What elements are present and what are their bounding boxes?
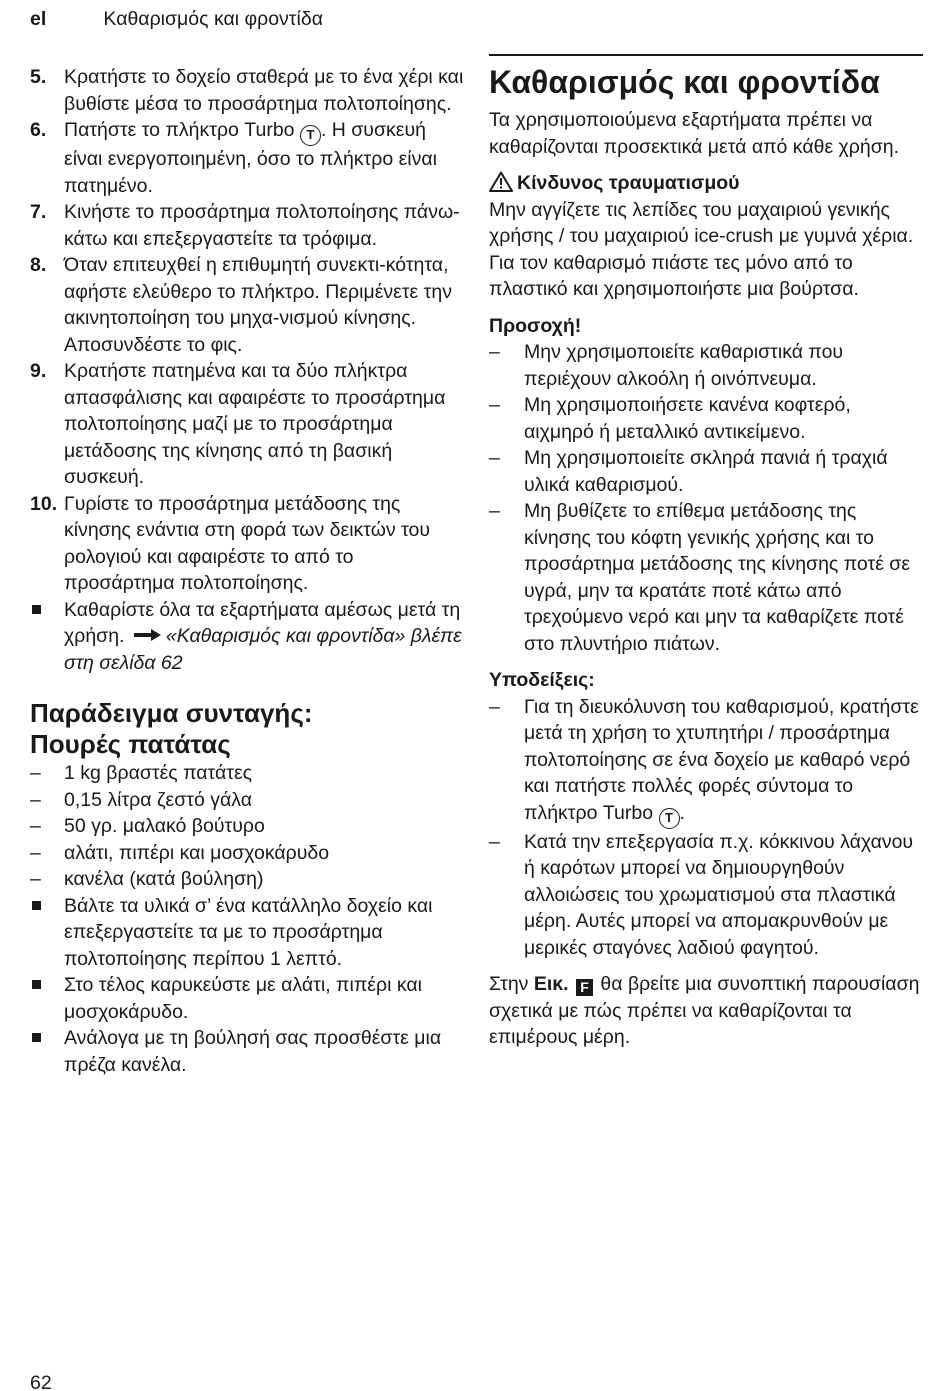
list-item — [489, 694, 923, 829]
list-item — [30, 866, 465, 893]
recipe-title-line-1: Παράδειγμα συνταγής: — [30, 698, 313, 728]
running-title: Καθαρισμός και φροντίδα — [103, 8, 323, 30]
figure-text-before: Στην — [489, 973, 529, 995]
left-column — [30, 64, 465, 1078]
caution-text: Μη βυθίζετε το επίθεμα μετάδοσης της κίνησης του κόφτη γενικής χρήσης και το προσάρτημα μετάδοσης της κίνησης ποτέ σε υγρά, μην τα κρατάτε ποτέ κάτω από τρεχούμενο νερό και μην τα καθαρίζετε ποτέ στο πλυντήριο πιάτων. — [524, 500, 911, 655]
list-item — [489, 392, 923, 445]
step-5 — [30, 64, 465, 117]
square-bullet-icon — [30, 972, 64, 1025]
tip-text-after: . — [679, 801, 685, 824]
bullet-text: Καθαρίστε όλα τα εξαρτήματα αμέσως μετά τη χρήση. — [64, 598, 461, 647]
dash-bullet: – — [30, 788, 41, 811]
caution-text: Μη χρησιμοποιείτε σκληρά πανιά ή τραχιά υλικά καθαρισμού. — [524, 447, 888, 496]
caution-text: Μη χρησιμοποιήσετε κανένα κοφτερό, αιχμηρό ή μεταλλικό αντικείμενο. — [524, 394, 851, 443]
tips-list — [489, 694, 923, 962]
arrow-right-icon — [134, 628, 162, 642]
ingredient-text: 50 γρ. μαλακό βούτυρο — [64, 815, 265, 837]
page-number: 62 — [30, 1372, 52, 1391]
dash-bullet: – — [30, 841, 41, 864]
tip-text: Κατά την επεξεργασία π.χ. κόκκινου λάχανου ή καρότων μπορεί να δημιουργηθούν αλλοιώσεις του χρωματισμού στα πλαστικά μέρη. Αυτές μπορεί να απομακρυνθούν με μερικές σταγόνες λαδιού φαγητού. — [524, 830, 914, 959]
recipe-step-text: Ανάλογα με τη βούλησή σας προσθέστε μια πρέζα κανέλα. — [64, 1027, 442, 1076]
list-item — [30, 893, 465, 973]
dash-bullet: – — [30, 762, 41, 784]
step-8 — [30, 252, 465, 358]
step-text: Γυρίστε το προσάρτημα μετάδοσης της κίνησης ενάντια στη φορά των δεικτών του ρολογιού και αφαιρέστε το από το προσάρτημα πολτοποίησης. — [64, 492, 431, 594]
dash-bullet: – — [489, 394, 500, 416]
ingredient-text: 1 kg βραστές πατάτες — [64, 762, 253, 784]
recipe-steps — [30, 893, 465, 1079]
step-text: Κινήστε το προσάρτημα πολτοποίησης πάνω-κάτω και επεξεργαστείτε τα τρόφιμα. — [64, 201, 460, 250]
list-item — [30, 787, 465, 814]
warning-triangle-icon — [489, 171, 513, 192]
warning-title: Κίνδυνος τραυματισμού — [517, 172, 740, 194]
ingredient-text: κανέλα (κατά βούληση) — [64, 868, 264, 890]
page-header — [30, 6, 323, 33]
step-6 — [30, 117, 465, 199]
step-number: 8. — [30, 254, 47, 276]
step-number: 10. — [30, 492, 58, 515]
dash-bullet: – — [489, 830, 500, 853]
list-item — [30, 840, 465, 867]
caution-text: Μην χρησιμοποιείτε καθαριστικά που περιέχουν αλκοόλη ή οινόπνευμα. — [524, 341, 844, 390]
step-text-before: Πατήστε το πλήκτρο Turbo — [64, 119, 295, 141]
list-item — [489, 445, 923, 498]
figure-text-after: θα βρείτε μια συνοπτική παρουσίαση σχετικά με πώς πρέπει να καθαρίζονται τα επιμέρους μέρη. — [489, 973, 920, 1048]
tips-title: Υποδείξεις: — [489, 669, 595, 691]
ingredient-text: 0,15 λίτρα ζεστό γάλα — [64, 788, 252, 811]
recipe-title-line-2: Πουρές πατάτας — [30, 729, 231, 759]
figure-letter-icon: F — [576, 979, 593, 996]
ingredient-list — [30, 760, 465, 893]
recipe-step-text: Στο τέλος καρυκεύστε με αλάτι, πιπέρι και μοσχοκάρυδο. — [64, 974, 422, 1023]
list-item — [489, 339, 923, 392]
figure-label: Εικ. — [533, 973, 569, 995]
step-number: 6. — [30, 119, 47, 141]
dash-bullet: – — [489, 695, 500, 718]
step-text: Κρατήστε πατημένα και τα δύο πλήκτρα απασφάλισης και αφαιρέστε το προσάρτημα πολτοποίησης μαζί με το προσάρτημα μετάδοσης της κίνησης από τη βασική συσκευή. — [64, 360, 446, 488]
step-text: Κρατήστε το δοχείο σταθερά με το ένα χέρι και βυθίστε μέσα το προσάρτημα πολτοποίησης. — [64, 66, 464, 115]
square-bullet-icon — [30, 597, 64, 677]
dash-bullet: – — [489, 447, 500, 469]
turbo-button-icon: T — [300, 125, 321, 146]
step-number: 5. — [30, 66, 47, 88]
list-item — [489, 498, 923, 657]
warning-paragraph: Μην αγγίζετε τις λεπίδες του μαχαιριού γενικής χρήσης / του μαχαιριού ice-crush με γυμνά χέρια. Για τον καθαρισμό πιάστε τες μόνο από το πλαστικό και χρησιμοποιήστε μια βούρτσα. — [489, 198, 914, 300]
list-item — [30, 813, 465, 840]
caution-title: Προσοχή! — [489, 314, 582, 337]
step-10 — [30, 491, 465, 597]
step-text-after: . Η συσκευή είναι ενεργοποιημένη, όσο το πλήκτρο είναι πατημένο. — [64, 119, 437, 197]
dash-bullet: – — [489, 341, 500, 363]
cross-reference-link[interactable]: «Καθαρισμός και φροντίδα» βλέπε στη σελίδα 62 — [64, 625, 462, 674]
list-item — [30, 760, 465, 787]
list-item — [30, 972, 465, 1025]
step-text — [64, 117, 465, 199]
tip-text-before: Για τη διευκόλυνση του καθαρισμού, κρατήστε μετά τη χρήση το χτυπητήρι / προσάρτημα πολτοποίησης σε ένα δοχείο με καθαρό νερό και πατήστε πολλές φορές σύντομα το πλήκτρο Turbo — [524, 695, 919, 824]
step-9 — [30, 358, 465, 491]
list-item — [489, 829, 923, 962]
language-code: el — [30, 8, 47, 30]
dash-bullet: – — [489, 500, 500, 522]
clean-bullet — [30, 597, 465, 677]
intro-paragraph: Τα χρησιμοποιούμενα εξαρτήματα πρέπει να καθαρίζονται προσεκτικά μετά από κάθε χρήση. — [489, 109, 900, 158]
figure-reference-paragraph — [489, 971, 923, 1051]
dash-bullet: – — [30, 868, 41, 890]
square-bullet-icon — [30, 893, 64, 973]
recipe-heading — [30, 698, 465, 760]
recipe-step-text: Βάλτε τα υλικά σ’ ένα κατάλληλο δοχείο και επεξεργαστείτε τα με το προσάρτημα πολτοποίησης περίπου 1 λεπτό. — [64, 894, 433, 970]
section-title: Καθαρισμός και φροντίδα — [489, 64, 880, 100]
step-text: Όταν επιτευχθεί η επιθυμητή συνεκτι-κότητα, αφήστε ελεύθερο το πλήκτρο. Περιμένετε την ακινητοποίηση του μηχα-νισμού κίνησης. Αποσυνδέστε το φις. — [64, 254, 452, 356]
square-bullet-icon — [30, 1025, 64, 1078]
warning-heading — [489, 170, 923, 197]
step-7 — [30, 199, 465, 252]
turbo-button-icon: T — [659, 808, 680, 829]
step-number: 7. — [30, 201, 47, 223]
ingredient-text: αλάτι, πιπέρι και μοσχοκάρυδο — [64, 841, 330, 864]
caution-list — [489, 339, 923, 657]
section-divider — [489, 54, 923, 56]
list-item — [30, 1025, 465, 1078]
dash-bullet: – — [30, 815, 41, 837]
step-number: 9. — [30, 360, 47, 382]
right-column — [489, 54, 923, 1051]
